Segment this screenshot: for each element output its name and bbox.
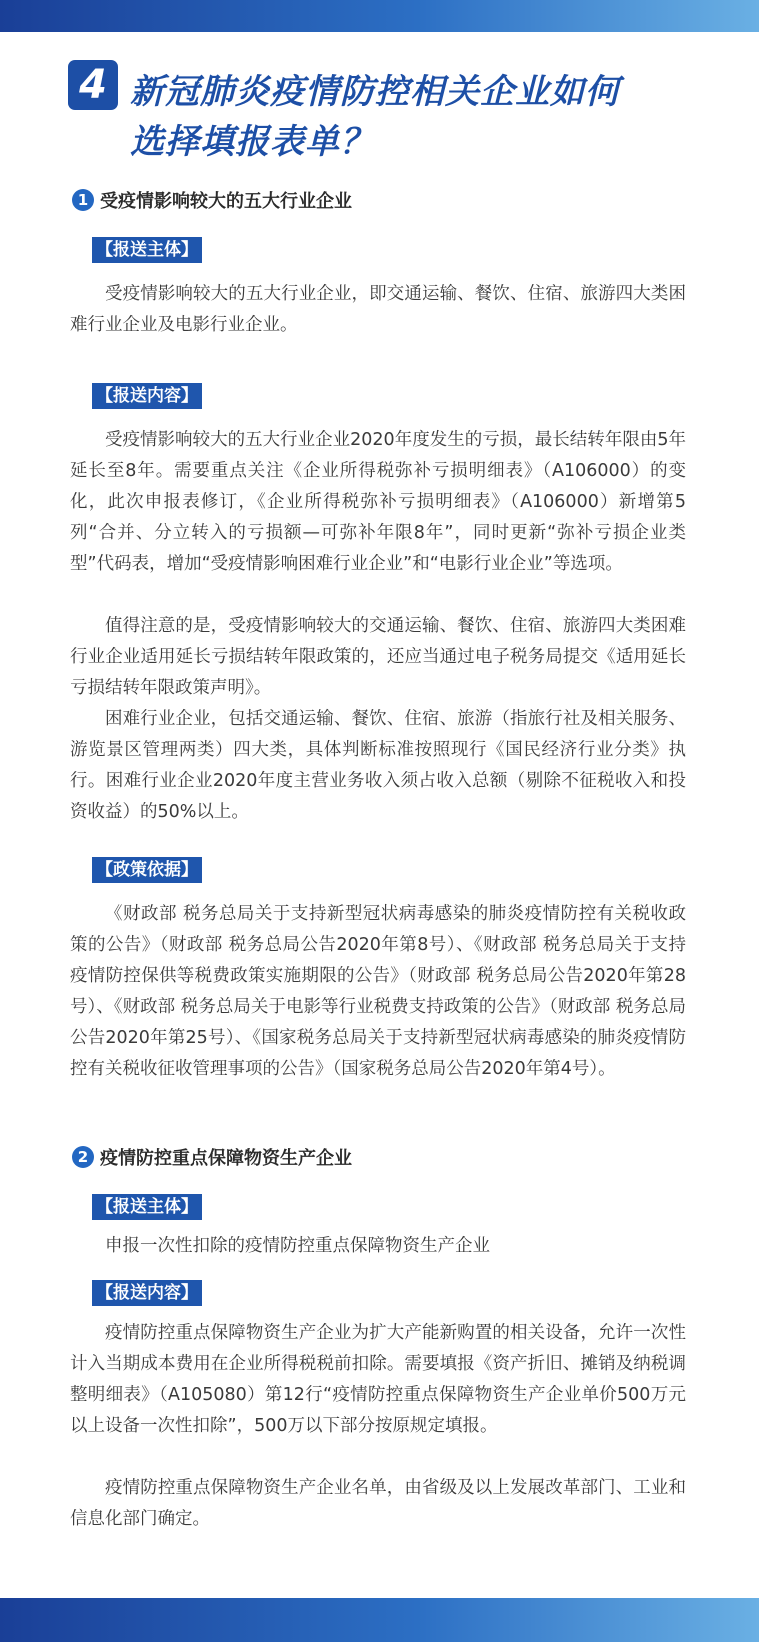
section-1-policy-text: 《财政部 税务总局关于支持新型冠状病毒感染的肺炎疫情防控有关税收政策的公告》（财政部 税务总局公告2020年第8号）、《财政部 税务总局关于支持疫情防控保供等税费政策实施期限的公告》（财政部 税务总局公告2020年第28号）、《财政部 税务总局关于电影等行业税费支持政策的公告》（财政部 税务总局公告2020年第25号）、《国家税务总局关于支持新型冠状病毒感染的肺炎疫情防控有关税收征收管理事项的公告》（国家税务总局公告2020年第4号）。 xyxy=(70,904,686,1079)
title-line-1: 新冠肺炎疫情防控相关企业如何 xyxy=(130,72,620,112)
section-2-header xyxy=(72,1144,352,1170)
title-number-badge: 4 xyxy=(68,60,118,110)
section-1-subject-text: 受疫情影响较大的五大行业企业，即交通运输、餐饮、住宿、旅游四大类困难行业企业及电影行业企业。 xyxy=(70,284,686,335)
section-1-tag-policy: 【政策依据】 xyxy=(92,857,202,883)
section-2-tag-content: 【报送内容】 xyxy=(92,1280,202,1306)
section-2-content-paragraph-1: 疫情防控重点保障物资生产企业为扩大产能新购置的相关设备，允许一次性计入当期成本费用在企业所得税税前扣除。需要填报《资产折旧、摊销及纳税调整明细表》（A105080）第12行“疫情防控重点保障物资生产企业单价500万元以上设备一次性扣除”，500万以下部分按原规定填报。 xyxy=(70,1323,686,1436)
section-1-tag-subject: 【报送主体】 xyxy=(92,237,202,263)
section-1-content-paragraph-3: 困难行业企业，包括交通运输、餐饮、住宿、旅游（指旅行社及相关服务、游览景区管理两类）四大类，具体判断标准按照现行《国民经济行业分类》执行。困难行业企业2020年度主营业务收入须占收入总额（剔除不征税收入和投资收益）的50%以上。 xyxy=(70,709,686,822)
section-1-header xyxy=(72,187,352,213)
section-2-content-paragraph-2: 疫情防控重点保障物资生产企业名单，由省级及以上发展改革部门、工业和信息化部门确定。 xyxy=(70,1478,686,1529)
section-2-tag-subject: 【报送主体】 xyxy=(92,1194,202,1220)
top-decorative-bar xyxy=(0,0,759,32)
section-1-tag-content: 【报送内容】 xyxy=(92,383,202,409)
section-2-number: 2 xyxy=(72,1146,94,1168)
title-line-2: 选择填报表单？ xyxy=(130,122,375,162)
section-1-title: 受疫情影响较大的五大行业企业 xyxy=(100,191,352,212)
section-1-content-paragraph-1: 受疫情影响较大的五大行业企业2020年度发生的亏损，最长结转年限由5年延长至8年。需要重点关注《企业所得税弥补亏损明细表》（A106000）的变化，此次申报表修订，《企业所得税弥补亏损明细表》（A106000）新增第5列“合并、分立转入的亏损额—可弥补年限8年”，同时更新“弥补亏损企业类型”代码表，增加“受疫情影响困难行业企业”和“电影行业企业”等选项。 xyxy=(70,430,686,574)
section-2-subject-text: 申报一次性扣除的疫情防控重点保障物资生产企业 xyxy=(105,1236,490,1256)
bottom-decorative-bar xyxy=(0,1598,759,1642)
section-1-number: 1 xyxy=(72,189,94,211)
section-1-content-paragraph-2: 值得注意的是，受疫情影响较大的交通运输、餐饮、住宿、旅游四大类困难行业企业适用延长亏损结转年限政策的，还应当通过电子税务局提交《适用延长亏损结转年限政策声明》。 xyxy=(70,616,686,698)
section-2-title: 疫情防控重点保障物资生产企业 xyxy=(100,1148,352,1169)
